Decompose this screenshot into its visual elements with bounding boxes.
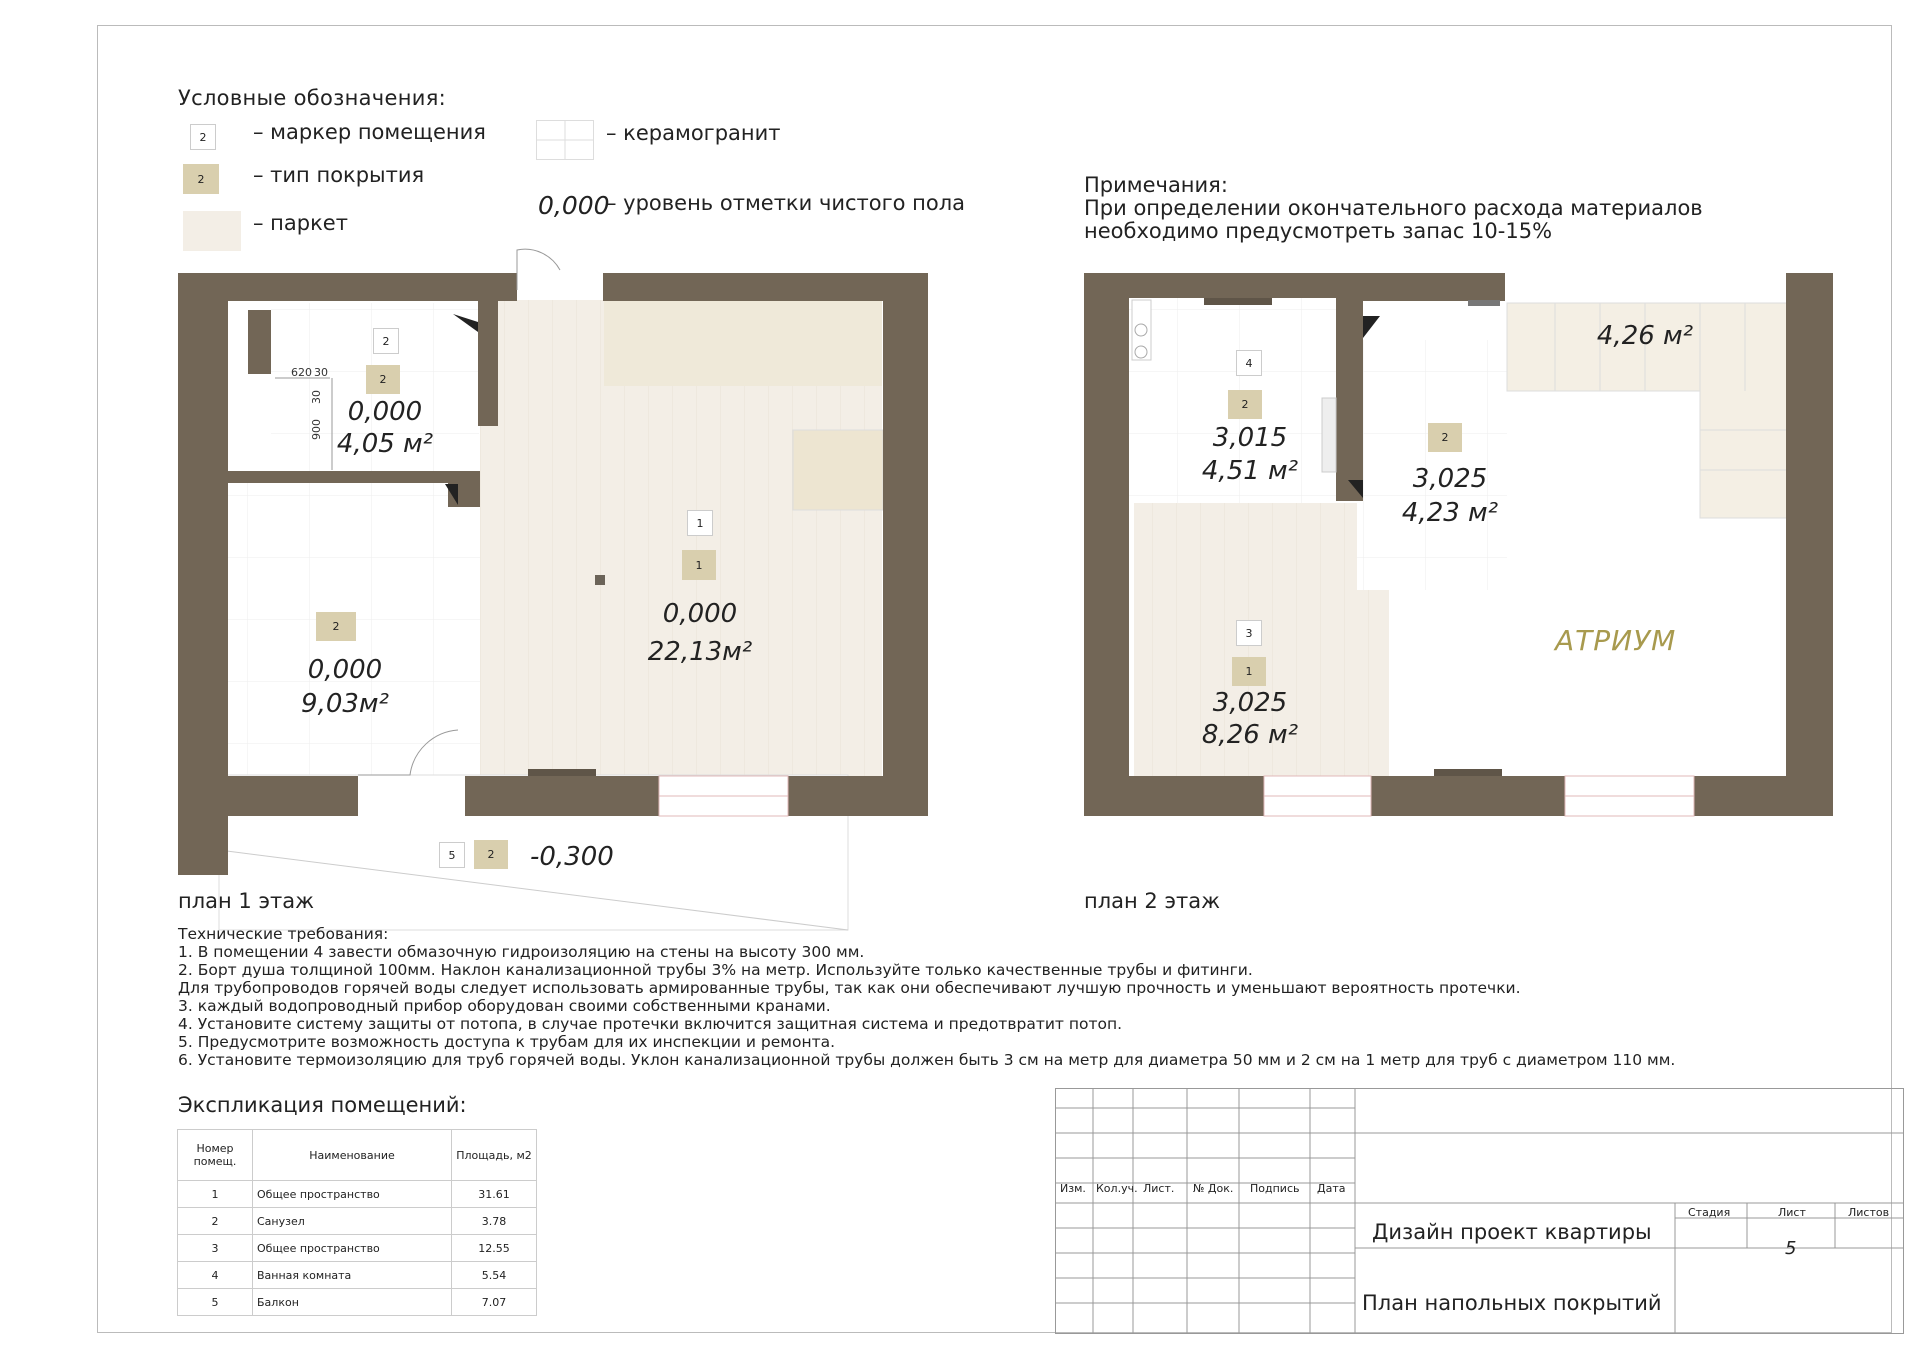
tb-sheets-label: Листов bbox=[1848, 1206, 1890, 1219]
room-cover-hall: 2 bbox=[316, 612, 356, 641]
room-marker-4: 4 bbox=[1236, 350, 1262, 376]
room-level-4: 3,015 bbox=[1212, 423, 1288, 453]
room-level-1: 0,000 bbox=[662, 599, 738, 629]
tech-line-7: 6. Установите термоизоляцию для труб горячей воды. Уклон канализационной трубы должен быть 3 см на метр для диаметра 50 мм и 2 см на 1 метр для труб с диаметром 110 мм. bbox=[178, 1051, 1676, 1069]
legend-level-example: 0,000 bbox=[538, 191, 610, 220]
room-level-5: -0,300 bbox=[530, 842, 614, 872]
table-row bbox=[178, 1181, 537, 1208]
tb-col-kol: Кол.уч. bbox=[1096, 1182, 1138, 1195]
table-cell: 3 bbox=[178, 1235, 253, 1262]
dim-30a: 30 bbox=[314, 366, 328, 379]
room-marker-1: 1 bbox=[687, 510, 713, 536]
dim-620: 620 bbox=[291, 366, 312, 379]
tb-col-doc: № Док. bbox=[1193, 1182, 1234, 1195]
tech-line-3: Для трубопроводов горячей воды следует использовать армированные трубы, так как они обеспечивают лучшую прочность и уменьшают вероятность протечки. bbox=[178, 979, 1521, 997]
stairs-area: 4,26 м² bbox=[1596, 321, 1694, 351]
table-header: Наименование bbox=[253, 1130, 452, 1181]
table-cell: 2 bbox=[178, 1208, 253, 1235]
legend-title: Условные обозначения: bbox=[178, 86, 447, 110]
room-cover-2: 2 bbox=[366, 365, 400, 394]
tb-col-list: Лист. bbox=[1143, 1182, 1175, 1195]
atrium-label: АТРИУМ bbox=[1555, 624, 1677, 657]
table-row bbox=[178, 1208, 537, 1235]
legend-marker-label: – маркер помещения bbox=[253, 120, 486, 144]
tb-col-izm: Изм. bbox=[1060, 1182, 1086, 1195]
room-cover-4: 2 bbox=[1228, 390, 1262, 419]
legend-tile-label: – керамогранит bbox=[606, 121, 781, 145]
table-row bbox=[178, 1262, 537, 1289]
tb-sheet-label: Лист bbox=[1778, 1206, 1806, 1219]
tech-line-2: 2. Борт душа толщиной 100мм. Наклон канализационной трубы 3% на метр. Используйте только качественные трубы и фитинги. bbox=[178, 961, 1253, 979]
room-area-1: 22,13м² bbox=[647, 637, 753, 667]
table-cell: Общее пространство bbox=[253, 1235, 452, 1262]
explication-table bbox=[177, 1129, 537, 1316]
room-cover-corridor: 2 bbox=[1428, 423, 1462, 452]
legend-parquet-label: – паркет bbox=[253, 211, 348, 235]
notes-line-1: При определении окончательного расхода материалов bbox=[1084, 196, 1703, 220]
plan2-label: план 2 этаж bbox=[1084, 889, 1221, 913]
room-area-4: 4,51 м² bbox=[1201, 456, 1299, 486]
legend-cover-label: – тип покрытия bbox=[253, 163, 425, 187]
notes-title: Примечания: bbox=[1084, 173, 1228, 197]
room-level-corridor: 3,025 bbox=[1412, 464, 1488, 494]
dim-900: 900 bbox=[310, 419, 323, 440]
table-cell: Санузел bbox=[253, 1208, 452, 1235]
table-header-row bbox=[178, 1130, 537, 1181]
legend-cover-swatch: 2 bbox=[183, 164, 219, 194]
room-level-3: 3,025 bbox=[1212, 688, 1288, 718]
table-cell: Общее пространство bbox=[253, 1181, 452, 1208]
table-row bbox=[178, 1235, 537, 1262]
tech-line-1: 1. В помещении 4 завести обмазочную гидроизоляцию на стены на высоту 300 мм. bbox=[178, 943, 865, 961]
dim-30b: 30 bbox=[310, 390, 323, 404]
table-cell: 3.78 bbox=[452, 1208, 537, 1235]
table-row bbox=[178, 1289, 537, 1316]
notes-line-2: необходимо предусмотреть запас 10-15% bbox=[1084, 219, 1553, 243]
explication-title: Экспликация помещений: bbox=[178, 1093, 467, 1117]
tb-col-sign: Подпись bbox=[1250, 1182, 1300, 1195]
room-level-2: 0,000 bbox=[347, 397, 423, 427]
room-cover-1: 1 bbox=[682, 550, 716, 580]
plan1-label: план 1 этаж bbox=[178, 889, 315, 913]
legend-marker-swatch: 2 bbox=[190, 124, 216, 150]
room-marker-3: 3 bbox=[1236, 620, 1262, 646]
legend-level-label: – уровень отметки чистого пола bbox=[606, 191, 966, 215]
room-marker-2: 2 bbox=[373, 328, 399, 354]
tech-line-6: 5. Предусмотрите возможность доступа к трубам для их инспекции и ремонта. bbox=[178, 1033, 836, 1051]
table-cell: Балкон bbox=[253, 1289, 452, 1316]
room-area-corridor: 4,23 м² bbox=[1401, 498, 1499, 528]
room-area-3: 8,26 м² bbox=[1201, 720, 1299, 750]
tb-project: Дизайн проект квартиры bbox=[1372, 1220, 1652, 1244]
room-area-2: 4,05 м² bbox=[336, 429, 434, 459]
table-cell: 7.07 bbox=[452, 1289, 537, 1316]
tech-line-5: 4. Установите систему защиты от потопа, в случае протечки включится защитная система и предотвратит потоп. bbox=[178, 1015, 1123, 1033]
tb-col-date: Дата bbox=[1317, 1182, 1346, 1195]
tb-sheet-number: 5 bbox=[1785, 1238, 1797, 1259]
room-cover-3: 1 bbox=[1232, 657, 1266, 686]
tech-title: Технические требования: bbox=[178, 925, 389, 943]
table-cell: 5 bbox=[178, 1289, 253, 1316]
table-cell: 12.55 bbox=[452, 1235, 537, 1262]
room-level-hall: 0,000 bbox=[307, 655, 383, 685]
table-header: Площадь, м2 bbox=[452, 1130, 537, 1181]
room-marker-5: 5 bbox=[439, 842, 465, 868]
table-cell: 31.61 bbox=[452, 1181, 537, 1208]
table-header: Номер помещ. bbox=[178, 1130, 253, 1181]
table-cell: 5.54 bbox=[452, 1262, 537, 1289]
table-cell: Ванная комната bbox=[253, 1262, 452, 1289]
room-area-hall: 9,03м² bbox=[301, 689, 389, 719]
tb-sheet-title: План напольных покрытий bbox=[1362, 1291, 1662, 1315]
tech-line-4: 3. каждый водопроводный прибор оборудован своими собственными кранами. bbox=[178, 997, 831, 1015]
room-cover-5: 2 bbox=[474, 840, 508, 869]
tb-stage-label: Стадия bbox=[1688, 1206, 1731, 1219]
table-cell: 1 bbox=[178, 1181, 253, 1208]
table-cell: 4 bbox=[178, 1262, 253, 1289]
